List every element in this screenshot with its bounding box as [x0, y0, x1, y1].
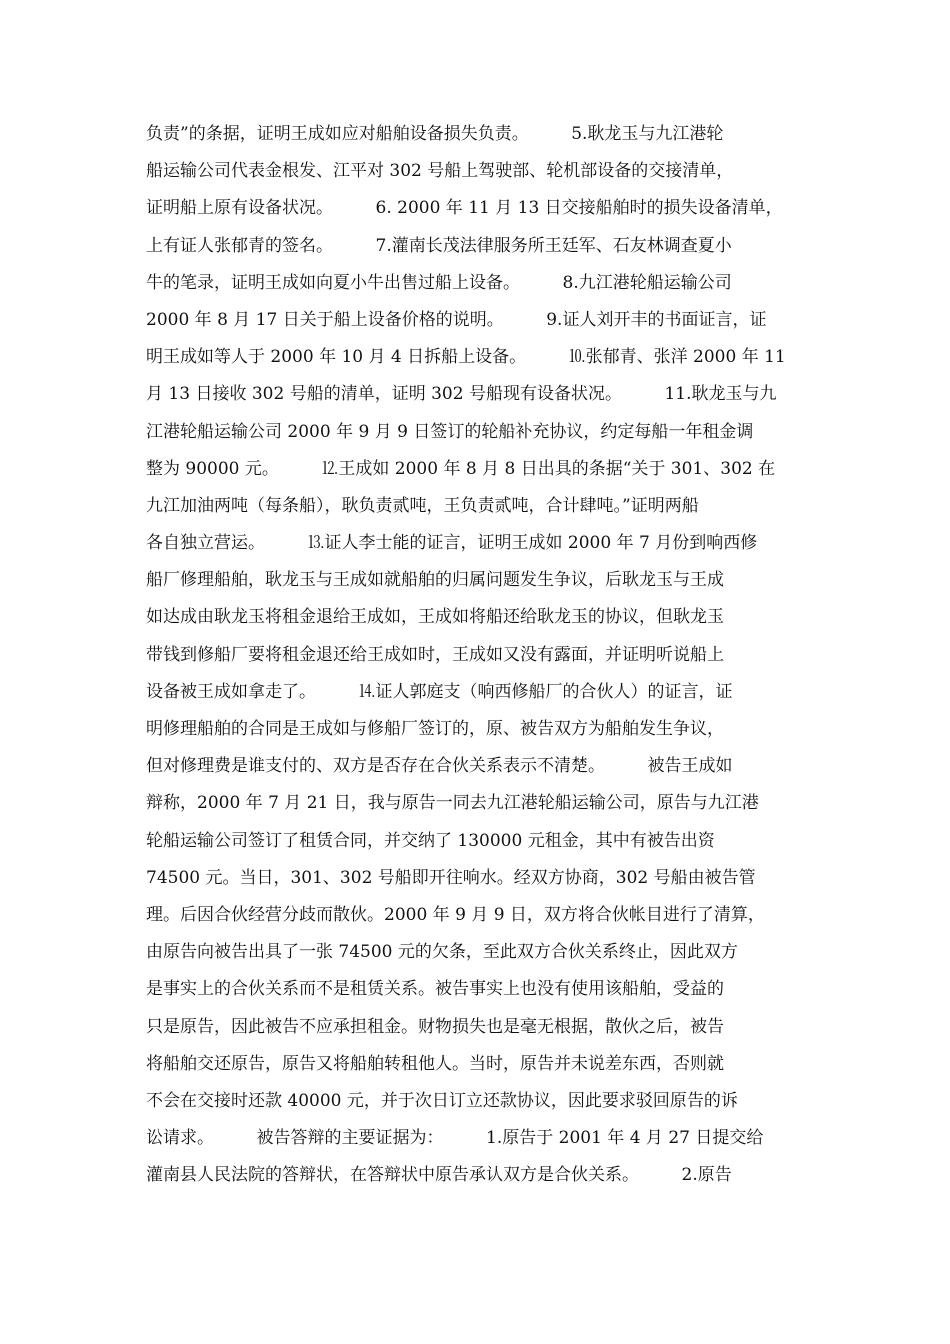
- text-line-22: 理。后因合伙经营分歧而散伙。2000 年 9 月 9 日，双方将合伙帐目进行了清算，: [146, 904, 765, 925]
- text-line-26: 将船舶交还原告，原告又将船舶转租他人。当时，原告并未说差东西，否则就: [146, 1053, 724, 1074]
- text-line-23: 由原告向被告出具了一张 74500 元的欠条，至此双方合伙关系终止，因此双方: [146, 942, 738, 963]
- text-line-8: 月 13 日接收 302 号船的清单，证明 302 号船现有设备状况。 11.耿龙玉与九: [146, 384, 777, 405]
- text-line-1: 负责”的条据，证明王成如应对船舶设备损失负责。 5.耿龙玉与九江港轮: [146, 124, 724, 144]
- text-line-12: 各自独立营运。 ⒔证人李士能的证言，证明王成如 2000 年 7 月份到响西修: [146, 533, 758, 554]
- text-line-6: 2000 年 8 月 17 日关于船上设备价格的说明。 9.证人刘开丰的书面证言，证: [146, 309, 767, 330]
- text-line-10: 整为 90000 元。 ⒓王成如 2000 年 8 月 8 日出具的条据“关于 301、302 在: [146, 458, 776, 479]
- text-line-20: 轮船运输公司签订了租赁合同，并交纳了 130000 元租金，其中有被告出资: [146, 830, 715, 851]
- text-line-5: 牛的笔录，证明王成如向夏小牛出售过船上设备。 8.九江港轮船运输公司: [146, 272, 732, 293]
- text-line-7: 明王成如等人于 2000 年 10 月 4 日拆船上设备。 ⒑张郁青、张洋 2000 年 11: [146, 347, 786, 368]
- text-line-25: 只是原告，因此被告不应承担租金。财物损失也是毫无根据，散伙之后，被告: [146, 1016, 724, 1037]
- text-line-4: 上有证人张郁青的签名。 7.灌南长茂法律服务所王廷军、石友林调查夏小: [146, 235, 732, 256]
- text-line-18: 但对修理费是谁支付的、双方是否存在合伙关系表示不清楚。 被告王成如: [146, 756, 733, 777]
- text-line-14: 如达成由耿龙玉将租金退给王成如，王成如将船还给耿龙玉的协议，但耿龙玉: [146, 607, 724, 628]
- text-line-16: 设备被王成如拿走了。 ⒕证人郭庭支（响西修船厂的合伙人）的证言，证: [146, 681, 733, 702]
- text-line-28: 讼请求。 被告答辩的主要证据为： 1.原告于 2001 年 4 月 27 日提交给: [146, 1128, 764, 1149]
- text-line-24: 是事实上的合伙关系而不是租赁关系。被告事实上也没有使用该船舶，受益的: [146, 979, 724, 1000]
- text-line-21: 74500 元。当日，301、302 号船即开往响水。经双方协商，302 号船由被告管: [146, 867, 756, 888]
- text-line-11: 九江加油两吨（每条船），耿负责贰吨，王负责贰吨，合计肆吨。”证明两船: [146, 495, 699, 516]
- text-line-17: 明修理船舶的合同是王成如与修船厂签订的，原、被告双方为船舶发生争议，: [146, 719, 724, 739]
- text-line-29: 灌南县人民法院的答辩状，在答辩状中原告承认双方是合伙关系。 2.原告: [146, 1165, 732, 1186]
- body-paragraph: [146, 116, 806, 1194]
- text-line-19: 辩称，2000 年 7 月 21 日，我与原告一同去九江港轮船运输公司，原告与九江港: [146, 793, 759, 814]
- text-line-9: 江港轮船运输公司 2000 年 9 月 9 日签订的轮船补充协议，约定每船一年租金调: [146, 421, 754, 442]
- text-line-13: 船厂修理船舶，耿龙玉与王成如就船舶的归属问题发生争议，后耿龙玉与王成: [146, 570, 724, 591]
- text-line-15: 带钱到修船厂要将租金退还给王成如时，王成如又没有露面，并证明听说船上: [146, 644, 724, 665]
- text-line-3: 证明船上原有设备状况。 6. 2000 年 11 月 13 日交接船舶时的损失设备清单，: [146, 198, 783, 219]
- text-line-2: 船运输公司代表金根发、江平对 302 号船上驾驶部、轮机部设备的交接清单，: [146, 161, 734, 182]
- text-line-27: 不会在交接时还款 40000 元，并于次日订立还款协议，因此要求驳回原告的诉: [146, 1090, 738, 1111]
